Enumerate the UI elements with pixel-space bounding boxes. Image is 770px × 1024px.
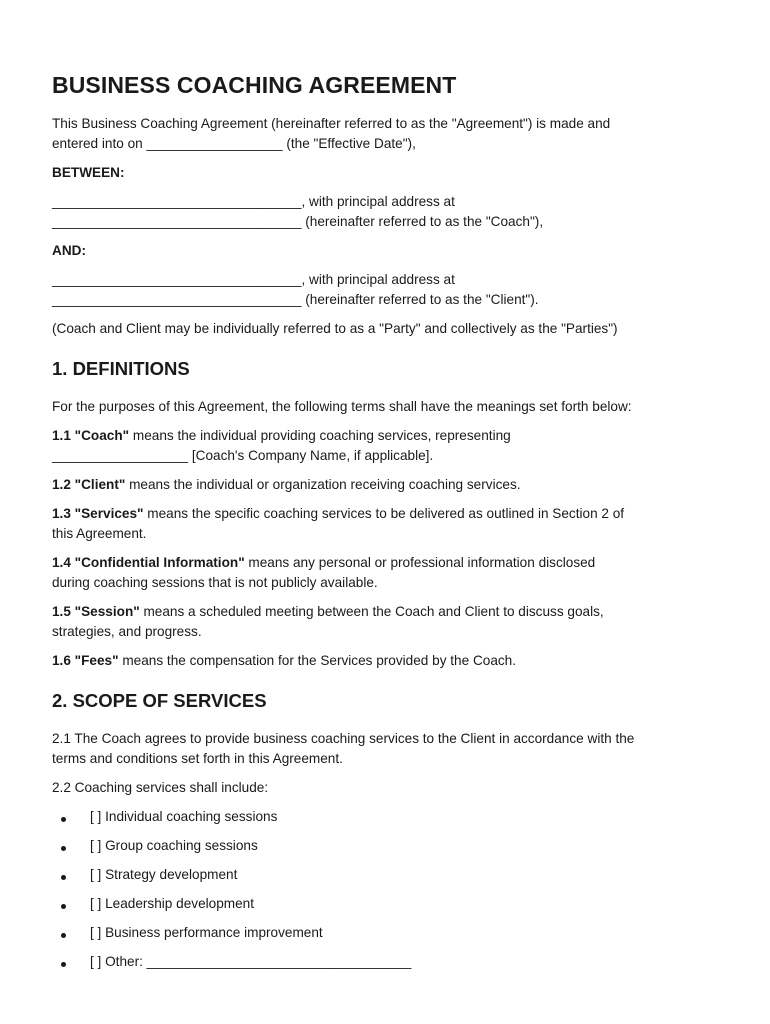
client-name-line: _________________________________, with principal address at <box>52 272 455 287</box>
definition-term: 1.2 "Client" <box>52 477 126 492</box>
definition-text-cont: __________________ [Coach's Company Name, if applicable]. <box>52 448 434 463</box>
definition-text: means the individual providing coaching services, representing <box>129 428 511 443</box>
section-1-heading: 1. DEFINITIONS <box>52 358 190 379</box>
client-address-line: _________________________________ (hereinafter referred to as the "Client"). <box>52 292 539 307</box>
document-title: BUSINESS COACHING AGREEMENT <box>52 72 457 98</box>
definition-term: 1.3 "Services" <box>52 506 144 521</box>
definition-term: 1.5 "Session" <box>52 604 140 619</box>
definition-text-cont: strategies, and progress. <box>52 624 202 639</box>
scope-paragraph-2-2: 2.2 Coaching services shall include: <box>52 780 269 795</box>
bullet-icon <box>61 846 66 851</box>
checklist-item-label: [ ] Leadership development <box>90 896 254 911</box>
checklist-item-label: [ ] Group coaching sessions <box>90 838 258 853</box>
list-item <box>52 836 724 856</box>
coach-name-line: _________________________________, with principal address at <box>52 194 455 209</box>
parties-note: (Coach and Client may be individually referred to as a "Party" and collectively as the "Parties") <box>52 321 618 336</box>
list-item <box>52 807 724 827</box>
scope-paragraph-2-1 <box>52 729 724 769</box>
coach-party-block <box>52 192 724 232</box>
bullet-icon <box>61 817 66 822</box>
definition-text: means the individual or organization receiving coaching services. <box>125 477 521 492</box>
and-label: AND: <box>52 243 86 258</box>
coach-address-line: _________________________________ (hereinafter referred to as the "Coach"), <box>52 214 544 229</box>
definition-item <box>52 504 724 544</box>
checklist-item-label: [ ] Strategy development <box>90 867 238 882</box>
definition-text: means a scheduled meeting between the Coach and Client to discuss goals, <box>139 604 604 619</box>
definition-term: 1.6 "Fees" <box>52 653 119 668</box>
intro-line-1: This Business Coaching Agreement (hereinafter referred to as the "Agreement") is made and <box>52 116 611 131</box>
client-party-block <box>52 270 724 310</box>
definition-term: 1.1 "Coach" <box>52 428 130 443</box>
between-label: BETWEEN: <box>52 165 125 180</box>
definition-item <box>52 602 724 642</box>
definition-term: 1.4 "Confidential Information" <box>52 555 245 570</box>
scope-2-1-line-2: terms and conditions set forth in this Agreement. <box>52 751 343 766</box>
list-item <box>52 923 724 943</box>
list-item <box>52 952 724 972</box>
checklist-item-label: [ ] Individual coaching sessions <box>90 809 278 824</box>
definition-item <box>52 426 724 466</box>
intro-line-2: entered into on __________________ (the "Effective Date"), <box>52 136 416 151</box>
checklist-item-label: [ ] Business performance improvement <box>90 925 323 940</box>
list-item <box>52 894 724 914</box>
definition-text: means any personal or professional information disclosed <box>244 555 596 570</box>
agreement-body <box>52 70 724 981</box>
definitions-intro: For the purposes of this Agreement, the following terms shall have the meanings set forth below: <box>52 399 632 414</box>
checklist-item-label: [ ] Other: ___________________________________ <box>90 954 412 969</box>
definition-item <box>52 475 724 495</box>
list-item <box>52 865 724 885</box>
definition-item <box>52 553 724 593</box>
definition-text-cont: this Agreement. <box>52 526 147 541</box>
bullet-icon <box>61 933 66 938</box>
bullet-icon <box>61 875 66 880</box>
scope-2-1-line-1: 2.1 The Coach agrees to provide business coaching services to the Client in accordance with the <box>52 731 635 746</box>
definition-item <box>52 651 724 671</box>
bullet-icon <box>61 904 66 909</box>
bullet-icon <box>61 962 66 967</box>
intro-paragraph <box>52 114 724 154</box>
definition-text-cont: during coaching sessions that is not publicly available. <box>52 575 378 590</box>
services-checklist <box>52 807 724 972</box>
section-2-heading: 2. SCOPE OF SERVICES <box>52 690 267 711</box>
definition-text: means the compensation for the Services provided by the Coach. <box>118 653 517 668</box>
definition-text: means the specific coaching services to be delivered as outlined in Section 2 of <box>143 506 625 521</box>
